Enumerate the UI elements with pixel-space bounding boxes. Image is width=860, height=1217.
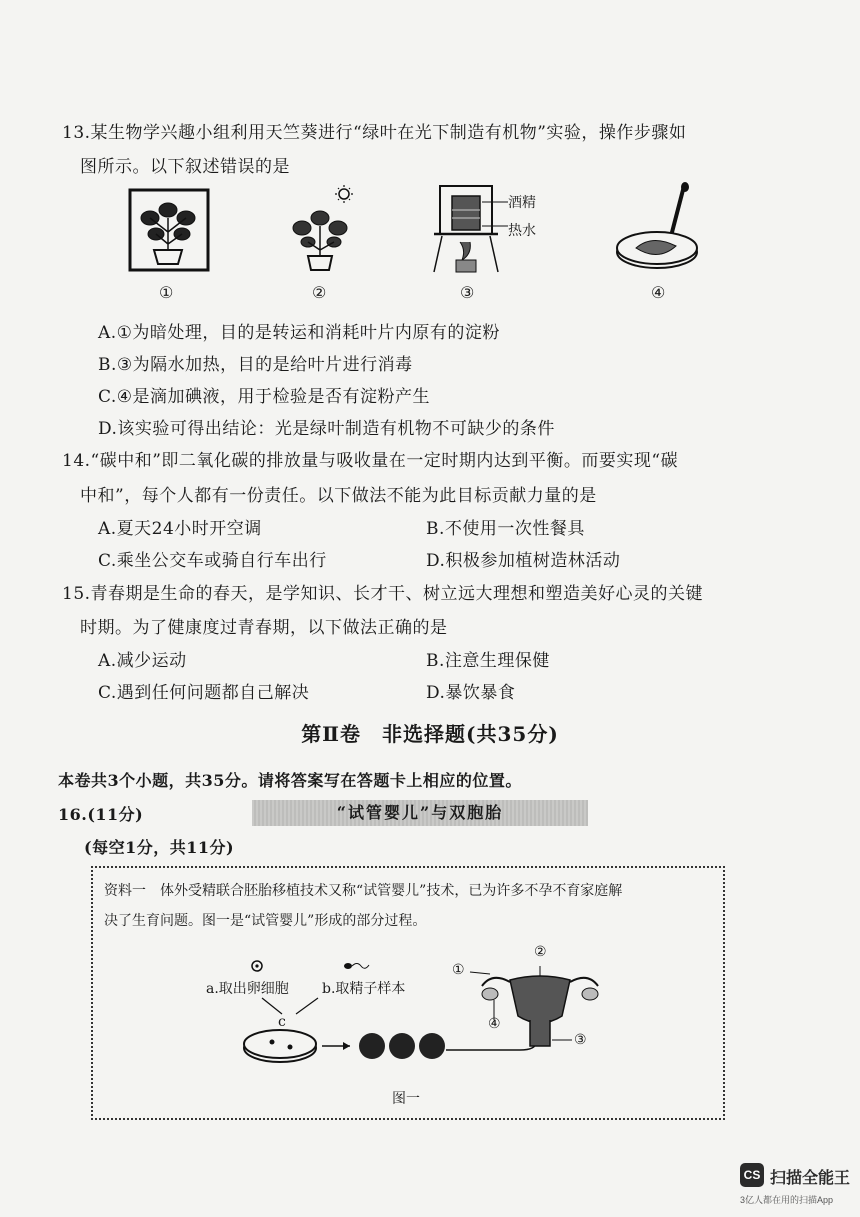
q16-banner: “试管婴儿”与双胞胎 bbox=[252, 800, 588, 826]
q13-figure-sunlit-plant bbox=[288, 184, 358, 274]
q13-option-d: D.该实验可得出结论：光是绿叶制造有机物不可缺少的条件 bbox=[98, 419, 555, 439]
q16-ivf-diagram bbox=[200, 950, 620, 1080]
q15-option-b: B.注意生理保健 bbox=[426, 651, 550, 671]
q13-figure-dark-box-plant bbox=[128, 188, 210, 272]
q16-material-line1: 资料一 体外受精联合胚胎移植技术又称“试管婴儿”技术，已为许多不孕不育家庭解 bbox=[104, 883, 623, 899]
camscanner-logo: CS bbox=[740, 1163, 764, 1187]
q15-option-d: D.暴饮暴食 bbox=[426, 683, 516, 703]
q14-stem-line1: 14.“碳中和”即二氧化碳的排放量与吸收量在一定时期内达到平衡。而要实现“碳 bbox=[62, 451, 679, 471]
q14-option-a: A.夏天24小时开空调 bbox=[98, 519, 262, 539]
q16-step-a: a.取出卵细胞 bbox=[206, 981, 289, 997]
q13-figure-label-1: ① bbox=[159, 283, 174, 302]
q14-option-b: B.不使用一次性餐具 bbox=[426, 519, 585, 539]
q14-option-d: D.积极参加植树造林活动 bbox=[426, 551, 621, 571]
camscanner-tagline: 3亿人都在用的扫描App bbox=[740, 1195, 834, 1205]
q13-stem-line1: 13.某生物学兴趣小组利用天竺葵进行“绿叶在光下制造有机物”实验，操作步骤如 bbox=[62, 123, 687, 143]
q16-scoring: (每空1分，共11分) bbox=[84, 838, 235, 857]
q15-stem-line1: 15.青春期是生命的春天，是学知识、长才干、树立远大理想和塑造美好心灵的关键 bbox=[62, 584, 704, 604]
q13-annotation-hot-water: 热水 bbox=[508, 223, 536, 239]
q14-option-c: C.乘坐公交车或骑自行车出行 bbox=[98, 551, 327, 571]
q16-organ-label-1: ① bbox=[452, 962, 465, 978]
q16-number: 16.(11分) bbox=[58, 805, 144, 824]
q13-option-a: A.①为暗处理，目的是转运和消耗叶片内原有的淀粉 bbox=[98, 323, 500, 343]
q16-step-b: b.取精子样本 bbox=[322, 981, 406, 997]
q13-option-c: C.④是滴加碘液，用于检验是否有淀粉产生 bbox=[98, 387, 431, 407]
q13-option-b: B.③为隔水加热，目的是给叶片进行消毒 bbox=[98, 355, 413, 375]
q15-option-a: A.减少运动 bbox=[98, 651, 187, 671]
q14-stem-line2: 中和”，每个人都有一份责任。以下做法不能为此目标贡献力量的是 bbox=[80, 486, 597, 506]
q13-figure-iodine-dish bbox=[612, 182, 702, 276]
q16-organ-label-3: ③ bbox=[574, 1032, 587, 1048]
q13-stem-line2: 图所示。以下叙述错误的是 bbox=[80, 157, 290, 177]
q15-option-c: C.遇到任何问题都自己解决 bbox=[98, 683, 310, 703]
q13-figure-label-3: ③ bbox=[460, 283, 475, 302]
section-2-title: 第Ⅱ卷 非选择题(共35分) bbox=[301, 722, 559, 746]
q13-figure-label-4: ④ bbox=[651, 283, 666, 302]
q16-figure-caption: 图一 bbox=[392, 1091, 420, 1107]
q13-annotation-alcohol: 酒精 bbox=[508, 195, 536, 211]
camscanner-brand: 扫描全能王 bbox=[770, 1170, 851, 1187]
q16-organ-label-4: ④ bbox=[488, 1016, 501, 1032]
section-2-intro: 本卷共3个小题，共35分。请将答案写在答题卡上相应的位置。 bbox=[58, 771, 522, 790]
q16-step-c: c bbox=[278, 1014, 286, 1030]
q13-annotation-leaders bbox=[482, 196, 510, 232]
q15-stem-line2: 时期。为了健康度过青春期，以下做法正确的是 bbox=[80, 618, 448, 638]
q16-material-line2: 决了生育问题。图一是“试管婴儿”形成的部分过程。 bbox=[104, 913, 427, 929]
q13-figure-label-2: ② bbox=[312, 283, 327, 302]
q16-organ-label-2: ② bbox=[534, 944, 547, 960]
